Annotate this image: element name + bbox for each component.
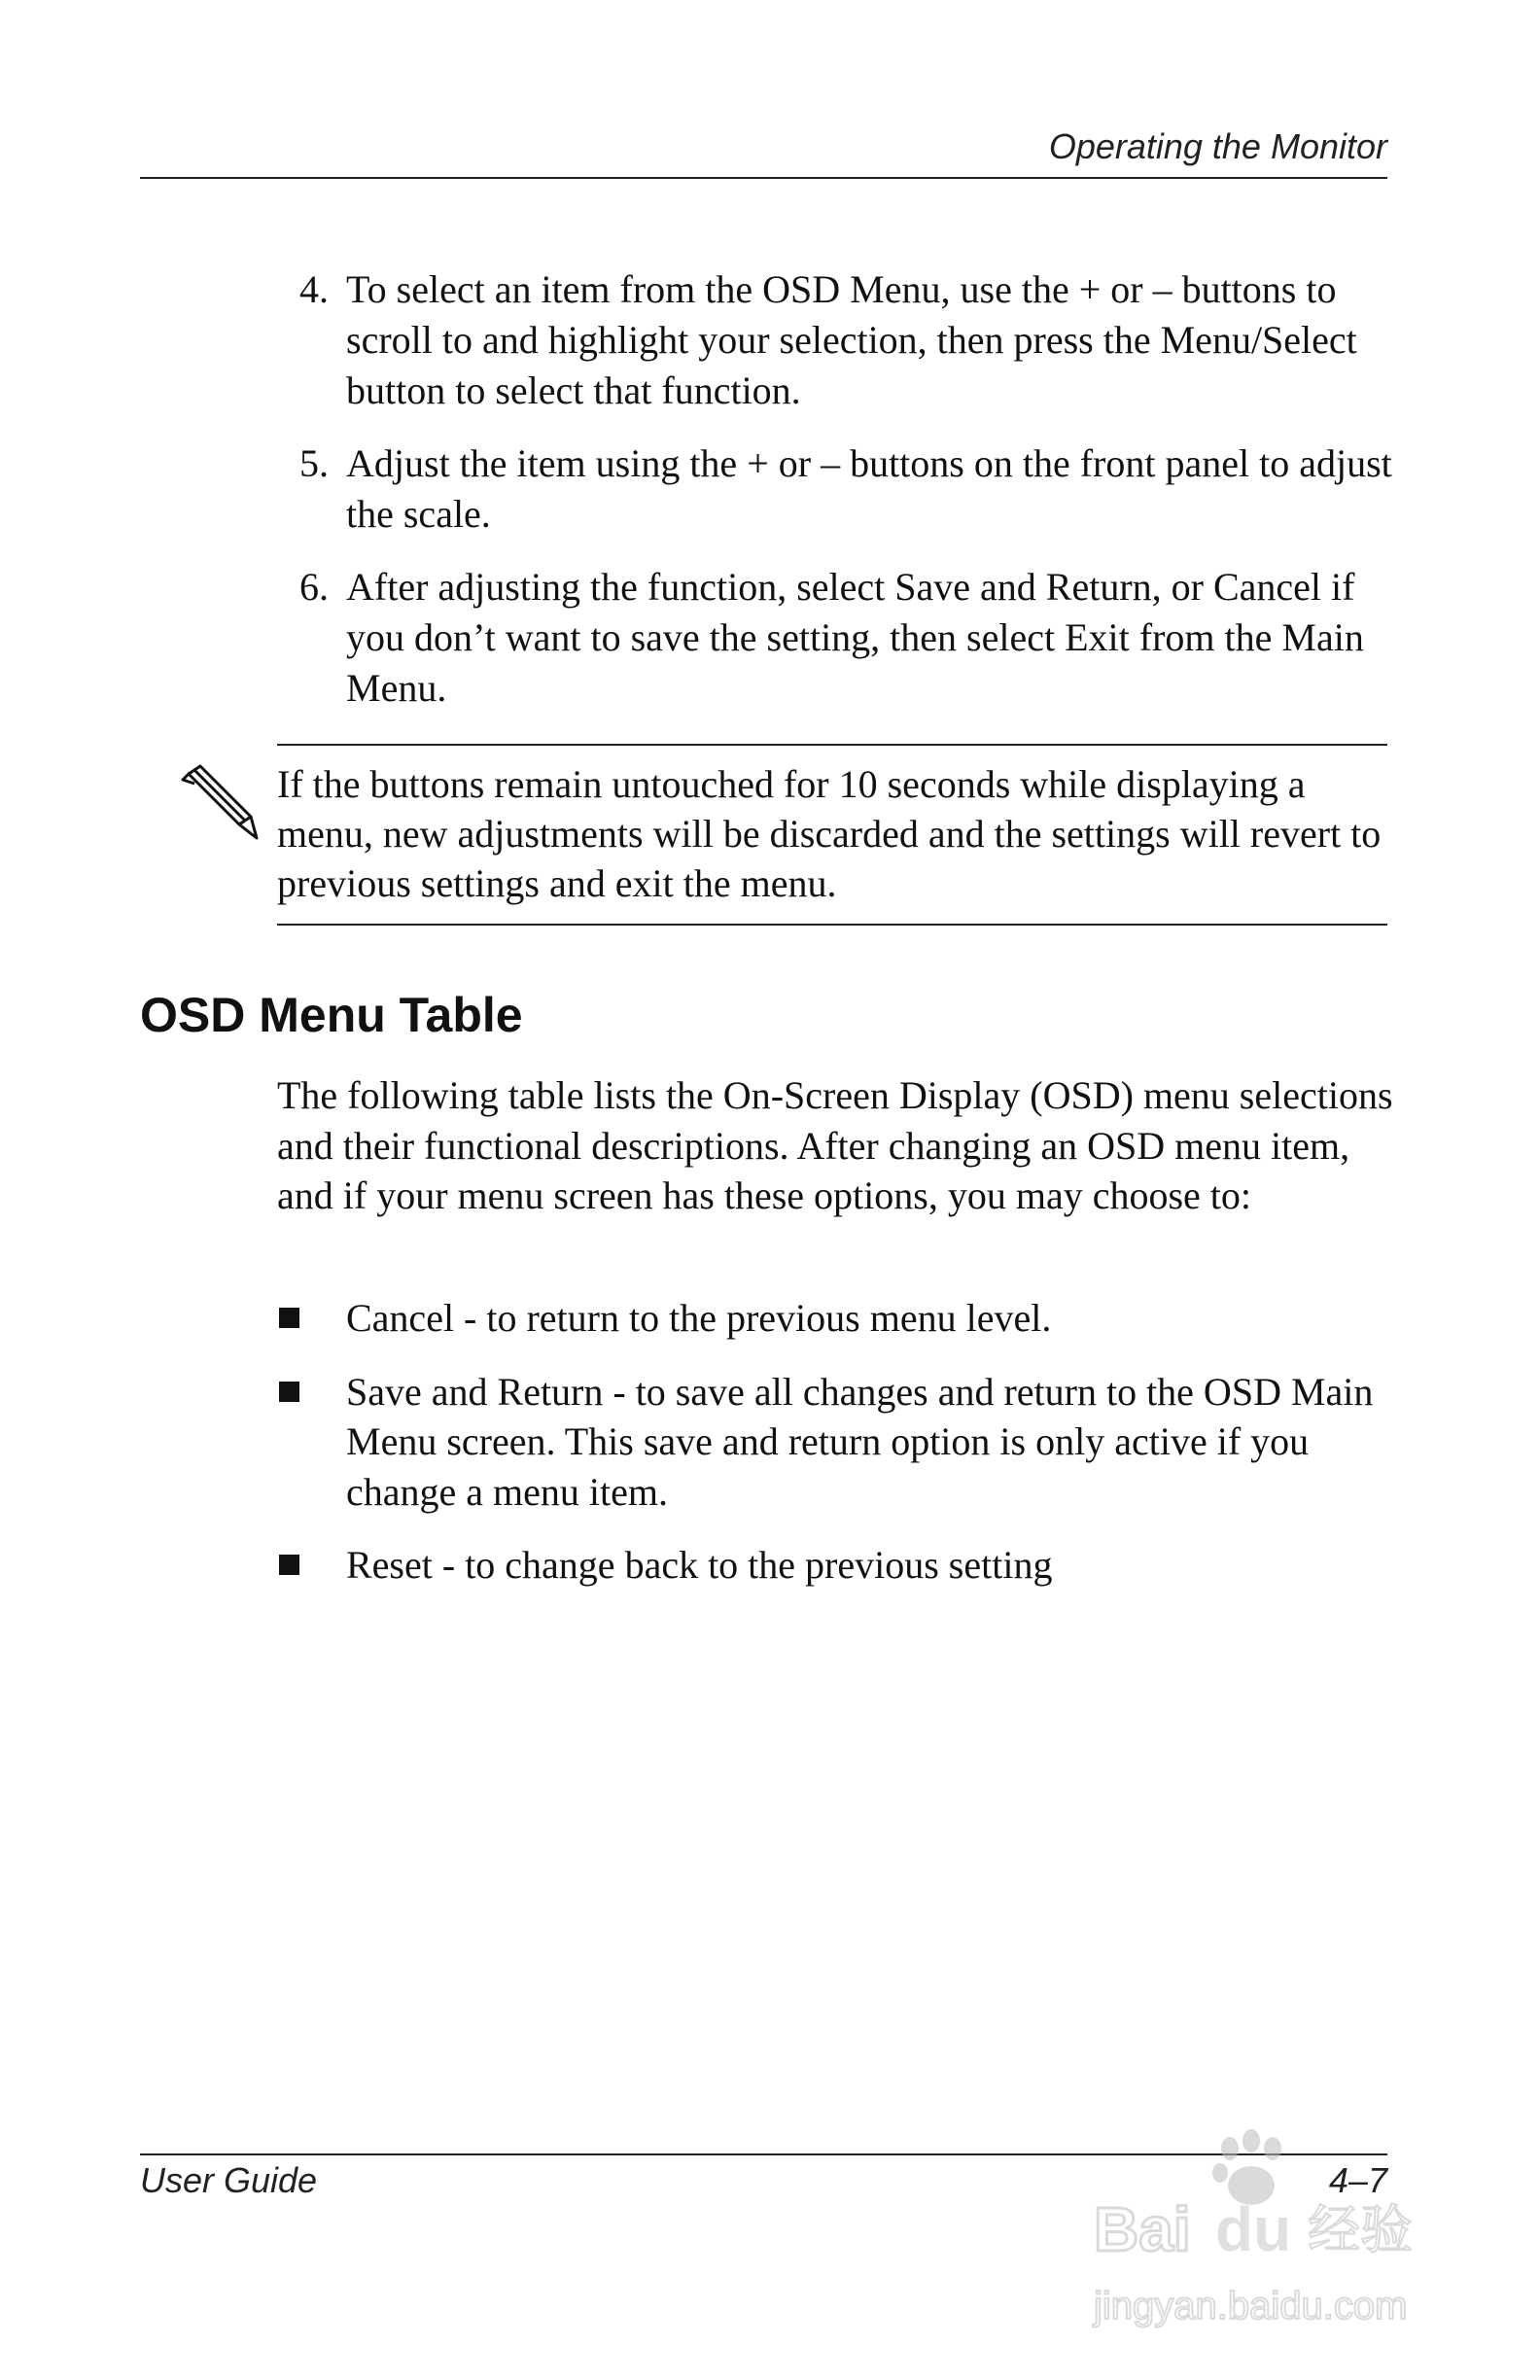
baidu-watermark-logo — [1084, 2119, 1434, 2343]
svg-text:jingyan.baidu.com: jingyan.baidu.com — [1094, 2285, 1408, 2328]
list-item — [299, 438, 1396, 540]
option-text: Save and Return - to save all changes and return to the OSD Main Menu screen. This save and return option is only active if you change a menu item. — [346, 1369, 1374, 1514]
svg-text:经验: 经验 — [1308, 2199, 1413, 2260]
option-text: Cancel - to return to the previous menu level. — [346, 1296, 1052, 1340]
note-top-rule — [277, 744, 1387, 746]
section-intro: The following table lists the On-Screen Display (OSD) menu selections and their functional descriptions. After changing an OSD menu item, and if your menu screen has these options, you may choose to: — [277, 1073, 1393, 1217]
running-header: Operating the Monitor — [1048, 126, 1387, 166]
svg-text:Bai: Bai — [1094, 2194, 1191, 2264]
square-bullet-icon — [279, 1308, 299, 1328]
list-item — [277, 1540, 1395, 1591]
list-item — [277, 1367, 1395, 1518]
square-bullet-icon — [279, 1555, 299, 1575]
list-item — [299, 264, 1396, 416]
square-bullet-icon — [279, 1382, 299, 1402]
numbered-steps — [299, 264, 1396, 736]
pencil-note-icon — [179, 760, 262, 844]
note-bottom-rule — [277, 924, 1387, 926]
footer-title: User Guide — [140, 2160, 318, 2200]
step-number: 5. — [299, 441, 329, 485]
header-rule — [140, 177, 1387, 179]
step-text: Adjust the item using the + or – buttons on the front panel to adjust the scale. — [346, 441, 1392, 536]
step-text: To select an item from the OSD Menu, use the + or – buttons to scroll to and highlight your selection, then press the Menu/Select button to select that function. — [346, 267, 1357, 412]
step-number: 6. — [299, 565, 329, 609]
options-list — [277, 1293, 1395, 1614]
list-item — [299, 562, 1396, 714]
svg-text:du: du — [1215, 2194, 1292, 2264]
note-text: If the buttons remain untouched for 10 seconds while displaying a menu, new adjustments will be discarded and the settings will revert to previous settings and exit the menu. — [277, 762, 1382, 905]
step-text: After adjusting the function, select Save and Return, or Cancel if you don’t want to save the setting, then select Exit from the Main Menu. — [346, 565, 1364, 710]
list-item — [277, 1293, 1395, 1344]
step-number: 4. — [299, 267, 329, 311]
page-number: 4–7 — [1328, 2160, 1387, 2200]
section-heading: OSD Menu Table — [140, 988, 523, 1042]
option-text: Reset - to change back to the previous setting — [346, 1543, 1053, 1587]
